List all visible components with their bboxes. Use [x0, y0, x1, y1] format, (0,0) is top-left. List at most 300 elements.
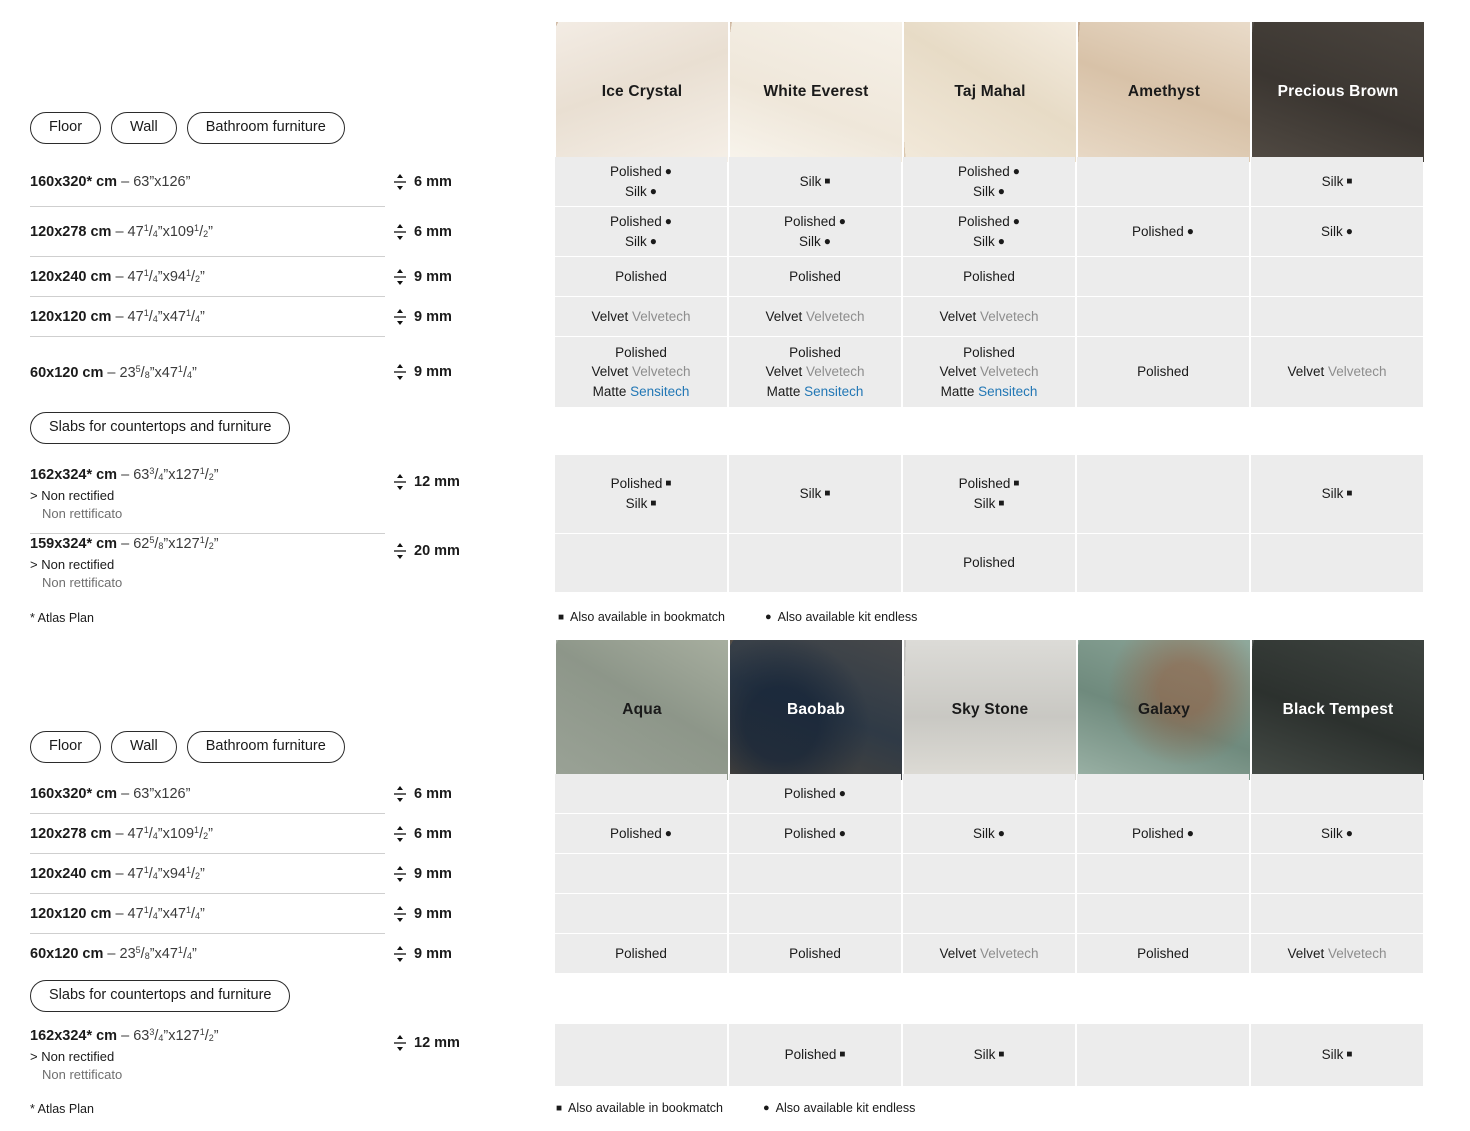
finish-tech: Sensitech — [804, 383, 864, 399]
finish-entry — [615, 343, 667, 363]
finish-entry — [1322, 484, 1353, 504]
slabs-pill-1 — [0, 412, 290, 444]
endless-label: Also available kit endless — [775, 1101, 916, 1115]
size-cell — [0, 207, 385, 256]
slabs-pill-2 — [0, 980, 290, 1012]
size-cell — [0, 854, 385, 893]
color-swatch-label: Baobab — [786, 701, 846, 718]
finish-entry — [789, 343, 841, 363]
endless-marker-icon: ● — [1012, 163, 1021, 178]
finish-entry — [939, 944, 1038, 964]
finish-name: Silk — [1321, 486, 1344, 502]
finish-cell — [1077, 854, 1249, 893]
finish-name: Polished — [957, 163, 1010, 179]
finish-cell — [1077, 774, 1249, 813]
color-swatch-black-tempest[interactable] — [1252, 640, 1424, 780]
size-imperial: – $63^3/_4”x127^1/_2$” — [121, 465, 219, 483]
table-row — [0, 207, 1470, 256]
application-pill-bathroom-furniture[interactable]: Bathroom furniture — [187, 112, 345, 144]
finish-name: Matte — [940, 383, 975, 399]
finish-entry — [1321, 222, 1353, 242]
finish-entry — [610, 824, 672, 844]
finish-cells — [555, 774, 1423, 813]
finish-name: Polished — [1131, 223, 1184, 239]
endless-marker-icon: ● — [1012, 213, 1021, 228]
endless-marker-icon: ● — [1345, 825, 1353, 840]
finish-cell — [1251, 455, 1423, 533]
size-imperial: – $23^5/_8”x47^1/_4$” — [107, 945, 197, 962]
thickness-icon — [393, 543, 407, 559]
finish-cell — [1251, 534, 1423, 592]
size-cell — [0, 257, 385, 296]
thickness-icon — [393, 826, 407, 842]
finish-cell — [1077, 455, 1249, 533]
color-swatch-baobab[interactable] — [730, 640, 902, 780]
color-swatch-sky-stone[interactable] — [904, 640, 1076, 780]
finish-name: Polished — [609, 825, 662, 841]
finish-name: Polished — [615, 268, 667, 284]
finish-name: Silk — [625, 496, 648, 511]
table-row — [0, 1024, 1470, 1086]
finish-cell — [903, 894, 1075, 933]
finish-entry — [974, 494, 1005, 514]
finish-tech: Sensitech — [630, 383, 690, 399]
atlas-note-1: * Atlas Plan — [30, 611, 94, 625]
legend-2 — [556, 1101, 915, 1115]
endless-marker-icon: ● — [997, 233, 1005, 248]
finish-tech: Velvetech — [806, 308, 865, 324]
color-swatch-row-2 — [556, 640, 1424, 780]
finish-name: Polished — [615, 945, 667, 961]
finish-cell — [1077, 207, 1249, 256]
size-cell — [0, 534, 385, 592]
bookmatch-marker-icon: ■ — [824, 488, 831, 500]
bookmatch-marker-icon: ■ — [1346, 488, 1353, 500]
color-swatch-taj-mahal[interactable] — [904, 22, 1076, 162]
table-row — [0, 297, 1470, 336]
finish-cell — [729, 894, 901, 933]
finish-entry — [800, 484, 831, 504]
color-swatch-label: Ice Crystal — [601, 83, 683, 100]
endless-marker-icon: ● — [765, 611, 772, 623]
finish-entry — [974, 1045, 1005, 1065]
finish-cell — [1077, 534, 1249, 592]
finish-entry — [625, 182, 657, 202]
finish-entry — [610, 212, 672, 232]
finish-cell — [729, 1024, 901, 1086]
size-metric: 160x320* cm — [30, 785, 118, 802]
finish-entry — [1137, 362, 1189, 382]
bookmatch-label: Also available in bookmatch — [568, 1101, 723, 1115]
thickness-value: 9 mm — [414, 865, 452, 882]
thickness-cell — [385, 455, 555, 533]
atlas-note-2: * Atlas Plan — [30, 1102, 94, 1116]
application-pill-wall[interactable]: Wall — [111, 112, 177, 144]
size-cell — [0, 1024, 385, 1086]
thickness-cell — [385, 337, 555, 407]
thickness-icon — [393, 1035, 407, 1051]
finish-entry — [1287, 362, 1386, 382]
finish-entry — [625, 232, 657, 252]
size-table-2 — [0, 774, 1470, 973]
finish-cell — [903, 814, 1075, 853]
finish-entry — [973, 232, 1005, 252]
finish-cell — [729, 534, 901, 592]
table-row — [0, 257, 1470, 296]
table-row — [0, 934, 1470, 973]
size-cell — [0, 894, 385, 933]
endless-marker-icon: ● — [664, 163, 673, 178]
finish-entry — [765, 307, 864, 327]
color-swatch-amethyst[interactable] — [1078, 22, 1250, 162]
application-pills-1 — [0, 112, 345, 144]
finish-name: Silk — [1320, 223, 1343, 239]
size-imperial: – 63”x126” — [121, 173, 191, 190]
finish-entry — [958, 212, 1020, 232]
thickness-icon — [393, 224, 407, 240]
bookmatch-marker-icon: ■ — [1346, 1049, 1353, 1061]
endless-marker-icon: ● — [823, 233, 831, 248]
color-swatch-galaxy[interactable] — [1078, 640, 1250, 780]
thickness-icon — [393, 174, 407, 190]
size-imperial: – 63”x126” — [121, 785, 191, 802]
color-swatch-aqua[interactable] — [556, 640, 728, 780]
non-rectified-it: Non rettificato — [42, 505, 123, 521]
finish-cells — [555, 257, 1423, 296]
finish-cell — [555, 297, 727, 336]
finish-cell — [729, 934, 901, 973]
finish-name: Polished — [1137, 945, 1189, 961]
finish-cell — [729, 157, 901, 206]
finish-entry — [799, 232, 831, 252]
finish-cells — [555, 814, 1423, 853]
finish-cell — [729, 854, 901, 893]
thickness-cell — [385, 814, 555, 853]
thickness-value: 12 mm — [414, 474, 460, 490]
finish-name: Polished — [963, 344, 1015, 360]
thickness-icon — [393, 364, 407, 380]
color-swatch-label: Precious Brown — [1277, 83, 1399, 100]
finish-cell — [1077, 1024, 1249, 1086]
thickness-value: 6 mm — [414, 785, 452, 802]
size-imperial: – $23^5/_8”x47^1/_4$” — [107, 363, 197, 381]
legend-1 — [558, 610, 917, 624]
thickness-icon — [393, 946, 407, 962]
finish-name: Velvet — [939, 945, 977, 961]
application-pill-bathroom-furniture[interactable]: Bathroom furniture — [187, 731, 345, 763]
finish-cell — [1077, 297, 1249, 336]
finish-entry — [784, 824, 846, 844]
size-metric: 60x120 cm — [30, 364, 104, 381]
finish-cell — [903, 157, 1075, 206]
thickness-icon — [393, 786, 407, 802]
finish-cell — [555, 854, 727, 893]
thickness-value: 6 mm — [414, 173, 452, 190]
finish-entry — [1132, 824, 1194, 844]
finish-cell — [1251, 1024, 1423, 1086]
finish-entry — [959, 474, 1020, 494]
size-metric: 120x278 cm — [30, 224, 112, 240]
size-imperial: – $47^1/_4”x109^1/_2$” — [115, 825, 213, 842]
endless-label: Also available kit endless — [777, 610, 918, 624]
bookmatch-marker-icon: ■ — [650, 498, 657, 509]
color-swatch-label: Taj Mahal — [954, 83, 1026, 100]
slabs-label-1[interactable]: Slabs for countertops and furniture — [30, 412, 290, 444]
size-metric: 120x120 cm — [30, 906, 112, 922]
endless-marker-icon: ● — [838, 785, 847, 800]
thickness-cell — [385, 534, 555, 592]
endless-marker-icon: ● — [1345, 223, 1353, 238]
thickness-value: 20 mm — [414, 543, 460, 559]
finish-tech: Velvetech — [980, 308, 1039, 324]
size-metric: 162x324* cm — [30, 466, 118, 483]
finish-cell — [555, 894, 727, 933]
endless-marker-icon: ● — [838, 825, 847, 840]
finish-entry — [958, 162, 1020, 182]
finish-cell — [903, 934, 1075, 973]
finish-name: Polished — [783, 785, 836, 801]
color-swatch-label: Black Tempest — [1282, 701, 1394, 718]
slab-table-2 — [0, 1024, 1470, 1086]
finish-entry — [1322, 1045, 1353, 1065]
finish-cell — [1251, 337, 1423, 407]
thickness-cell — [385, 1024, 555, 1086]
thickness-value: 9 mm — [414, 905, 452, 922]
finish-cell — [729, 337, 901, 407]
size-cell — [0, 455, 385, 533]
finish-entry — [767, 382, 864, 402]
finish-tech: Velvetech — [632, 364, 691, 380]
thickness-cell — [385, 894, 555, 933]
endless-marker-icon: ● — [664, 825, 673, 840]
finish-name: Silk — [972, 183, 995, 199]
finish-tech: Velvetech — [980, 945, 1039, 961]
finish-cell — [555, 455, 727, 533]
finish-cell — [729, 297, 901, 336]
finish-cell — [1251, 814, 1423, 853]
bookmatch-label: Also available in bookmatch — [570, 610, 725, 624]
thickness-icon — [393, 474, 407, 490]
finish-name: Polished — [1131, 825, 1184, 841]
finish-name: Polished — [610, 476, 663, 492]
size-cell — [0, 337, 385, 407]
finish-cell — [1077, 337, 1249, 407]
table-row — [0, 337, 1470, 407]
thickness-value: 9 mm — [414, 945, 452, 962]
finish-name: Silk — [972, 233, 995, 249]
finish-name: Matte — [766, 383, 801, 399]
size-metric: 160x320* cm — [30, 173, 118, 190]
size-imperial: – $63^3/_4”x127^1/_2$” — [121, 1026, 219, 1044]
finish-cell — [903, 455, 1075, 533]
bookmatch-marker-icon: ■ — [665, 478, 672, 490]
non-rectified-it: Non rettificato — [42, 574, 123, 590]
size-metric: 120x240 cm — [30, 269, 112, 285]
finish-name: Velvet — [1287, 364, 1325, 380]
finish-entry — [1321, 824, 1353, 844]
non-rectified-en: > Non rectified — [30, 1048, 115, 1064]
finish-entry — [615, 267, 667, 287]
size-cell — [0, 774, 385, 813]
application-pill-floor[interactable]: Floor — [30, 731, 101, 763]
non-rectified-en: > Non rectified — [30, 556, 115, 572]
thickness-value: 9 mm — [414, 268, 452, 285]
finish-cells — [555, 455, 1423, 533]
finish-cells — [555, 854, 1423, 893]
finish-name: Polished — [789, 344, 841, 360]
finish-name: Silk — [973, 1047, 996, 1063]
finish-cell — [555, 207, 727, 256]
size-cell — [0, 157, 385, 206]
color-swatch-precious-brown[interactable] — [1252, 22, 1424, 162]
finish-entry — [939, 362, 1038, 382]
bookmatch-marker-icon: ■ — [839, 1049, 846, 1061]
endless-marker-icon: ● — [838, 213, 847, 228]
table-row — [0, 774, 1470, 813]
size-metric: 120x278 cm — [30, 826, 112, 842]
size-cell — [0, 814, 385, 853]
finish-name: Polished — [963, 555, 1015, 571]
slabs-label-2[interactable]: Slabs for countertops and furniture — [30, 980, 290, 1012]
thickness-value: 12 mm — [414, 1035, 460, 1051]
size-imperial: – $62^5/_8”x127^1/_2$” — [121, 534, 219, 552]
finish-cell — [1251, 257, 1423, 296]
finish-entry — [1287, 944, 1386, 964]
finish-cell — [555, 1024, 727, 1086]
finish-cell — [555, 814, 727, 853]
bookmatch-marker-icon: ■ — [558, 611, 565, 623]
finish-name: Velvet — [939, 364, 977, 380]
finish-name: Velvet — [939, 308, 977, 324]
color-swatch-label: White Everest — [763, 83, 869, 100]
finish-cells — [555, 157, 1423, 206]
finish-cell — [555, 774, 727, 813]
finish-cell — [555, 157, 727, 206]
endless-marker-icon: ● — [1186, 825, 1195, 840]
thickness-cell — [385, 854, 555, 893]
thickness-icon — [393, 906, 407, 922]
finish-cell — [903, 1024, 1075, 1086]
endless-marker-icon: ● — [997, 183, 1005, 198]
finish-cells — [555, 337, 1423, 407]
finish-cell — [555, 337, 727, 407]
thickness-cell — [385, 934, 555, 973]
finish-name: Silk — [799, 173, 822, 189]
size-metric: 120x120 cm — [30, 309, 112, 325]
finish-cell — [1077, 157, 1249, 206]
finish-cell — [555, 257, 727, 296]
size-metric: 162x324* cm — [30, 1027, 118, 1044]
thickness-value: 9 mm — [414, 308, 452, 325]
finish-cells — [555, 1024, 1423, 1086]
finish-cell — [1251, 157, 1423, 206]
table-row — [0, 157, 1470, 206]
size-metric: 120x240 cm — [30, 866, 112, 882]
finish-entry — [800, 172, 831, 192]
size-cell — [0, 297, 385, 336]
color-swatch-ice-crystal[interactable] — [556, 22, 728, 162]
finish-cell — [729, 455, 901, 533]
finish-entry — [1132, 222, 1194, 242]
color-swatch-label: Amethyst — [1127, 83, 1201, 100]
finish-cell — [1251, 894, 1423, 933]
finish-tech: Velvetech — [1328, 364, 1387, 380]
size-imperial: – $47^1/_4”x47^1/_4$” — [115, 905, 205, 922]
color-swatch-label: Sky Stone — [951, 701, 1029, 718]
finish-cell — [1077, 257, 1249, 296]
finish-tech: Velvetech — [980, 364, 1039, 380]
non-rectified-en: > Non rectified — [30, 487, 115, 503]
finish-entry — [610, 162, 672, 182]
finish-name: Polished — [615, 344, 667, 360]
bookmatch-marker-icon: ■ — [998, 1049, 1005, 1061]
table-row — [0, 455, 1470, 533]
finish-cell — [555, 934, 727, 973]
finish-name: Silk — [1321, 173, 1344, 189]
endless-marker-icon: ● — [649, 183, 657, 198]
bookmatch-marker-icon: ■ — [556, 1102, 563, 1114]
non-rectified-it: Non rettificato — [42, 1066, 123, 1082]
finish-name: Silk — [624, 183, 647, 199]
finish-name: Silk — [624, 233, 647, 249]
finish-name: Polished — [789, 268, 841, 284]
finish-cell — [903, 297, 1075, 336]
finish-cell — [555, 534, 727, 592]
finish-cell — [903, 774, 1075, 813]
table-row — [0, 534, 1470, 592]
color-swatch-label: Aqua — [622, 701, 662, 718]
finish-entry — [785, 1045, 846, 1065]
finish-entry — [765, 362, 864, 382]
color-swatch-white-everest[interactable] — [730, 22, 902, 162]
application-pill-wall[interactable]: Wall — [111, 731, 177, 763]
finish-cell — [1077, 894, 1249, 933]
finish-name: Velvet — [1287, 945, 1325, 961]
bookmatch-marker-icon: ■ — [824, 175, 831, 187]
finish-tech: Sensitech — [978, 383, 1038, 399]
finish-cell — [729, 257, 901, 296]
table-row — [0, 894, 1470, 933]
size-imperial: – $47^1/_4”x94^1/_2$” — [115, 865, 205, 882]
finish-cell — [903, 257, 1075, 296]
finish-entry — [973, 824, 1005, 844]
finish-name: Polished — [789, 945, 841, 961]
thickness-icon — [393, 309, 407, 325]
finish-cell — [1077, 814, 1249, 853]
application-pill-floor[interactable]: Floor — [30, 112, 101, 144]
endless-marker-icon: ● — [997, 825, 1005, 840]
finish-entry — [593, 382, 690, 402]
table-row — [0, 814, 1470, 853]
finish-cell — [1251, 297, 1423, 336]
finish-name: Polished — [958, 476, 1011, 492]
finish-cells — [555, 534, 1423, 592]
thickness-cell — [385, 774, 555, 813]
finish-cell — [1077, 934, 1249, 973]
finish-cells — [555, 207, 1423, 256]
finish-entry — [789, 267, 841, 287]
finish-entry — [1322, 172, 1353, 192]
finish-name: Polished — [783, 825, 836, 841]
finish-name: Velvet — [765, 308, 803, 324]
size-metric: 159x324* cm — [30, 535, 118, 552]
finish-entry — [784, 784, 846, 804]
finish-entry — [963, 267, 1015, 287]
finish-entry — [963, 553, 1015, 573]
finish-cell — [903, 337, 1075, 407]
color-swatch-row-1 — [556, 22, 1424, 162]
finish-entry — [626, 494, 657, 514]
